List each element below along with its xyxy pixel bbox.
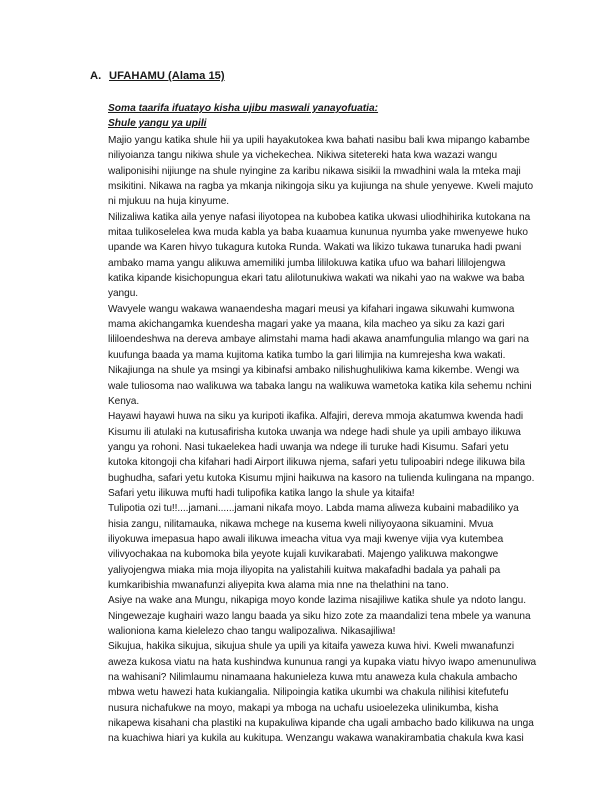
passage-line: Kisumu ili atulaki na kutusafirisha kutoka uwanja wa ndege hadi shule ya upili ambayo ilikuwa (108, 426, 521, 438)
instruction-text: Soma taarifa ifuatayo kisha ujibu maswali yanayofuatia: (108, 103, 379, 114)
section-heading (90, 70, 225, 82)
passage-line: yangu. (108, 288, 139, 300)
passage-line: kumkaribishia mwanafunzi aliyepita kwa alama mia nne na thelathini na tano. (108, 579, 449, 591)
passage-line: kutoka kitongoji cha kifahari hadi Airport ilikuwa njema, safari yetu tulipoabiri ndege ilikuwa bila (108, 457, 525, 469)
passage-line: ni mjukuu na huja kinyume. (108, 196, 230, 208)
passage-line: ambako mama yangu alikuwa amemiliki jumba lililokuwa katika ufuo wa bahari lililojengwa (108, 257, 506, 269)
passage-line: Sikujua, hakika sikujua, sikujua shule ya upili ya kitaifa yaweza kuwa hivi. Kweli mwanafunzi (108, 641, 515, 653)
section-title: UFAHAMU (Alama 15) (109, 70, 225, 82)
passage-line: hisia zangu, nilitamauka, nikawa mchege na kusema kweli niliyoyaona sikuamini. Mvua (108, 518, 494, 530)
passage-line: upande wa Karen hivyo tukagura kutoka Runda. Wakati wa likizo tukawa tunaruka hadi pwani (108, 242, 522, 254)
passage-line: Kenya. (108, 395, 140, 407)
passage-line: mama akichangamka kuendesha magari yake ya maana, kila macheo ya siku za kazi gari (108, 319, 505, 331)
passage-line: kuufunga baada ya mama kujitoma katika tumbo la gari lilimjia na kumrejesha kwa wakati. (108, 349, 506, 361)
passage-line: vilivyochakaa na kubomoka bila yeyote kujali kuvikarabati. Majengo yalikuwa makongwe (108, 549, 499, 561)
passage-line: nikapewa kisahani cha plastiki na kupakuliwa kipande cha ugali ambacho bado kilikuwa na unga (108, 718, 534, 730)
passage-line: Majio yangu katika shule hii ya upili hayakutokea kwa bahati nasibu bali kwa mipango kabambe (108, 135, 530, 146)
passage-line: yaliyojengwa miaka mia moja iliyopita na yalistahili kuitwa makafadhi badala ya pahali pa (108, 564, 501, 576)
passage-line: bughudha, safari yetu kutoka Kisumu mjini haikuwa na kasoro na tulienda kulingana na mpango. (108, 472, 535, 484)
passage-line: Asiye na wake ana Mungu, nikapiga moyo konde lazima nisajiliwe katika shule ya ndoto langu. (108, 595, 526, 607)
passage-line: niliyoianza tangu nikiwa shule ya vichekechea. Nikiwa sitetereki hata kwa wazazi wangu (108, 150, 498, 162)
passage-line: yangu ya rohoni. Nasi tukaelekea hadi uwanja wa ndege ili turuke hadi Kisumu. Safari yetu (108, 441, 509, 453)
passage-line: katika kipande kisichopungua ekari tatu alilotunukiwa wakati wa nikahi yao na wakwe wa baba (108, 273, 525, 285)
section-letter: A. (90, 70, 102, 82)
passage-line: Safari yetu ilikuwa mufti hadi tulipofika katika lango la shule ya kitaifa! (108, 487, 415, 499)
passage-line: mitaa tulikoselelea kwa muda kabla ya baba kuaamua kununua nyumba yake mwenyewe huko (108, 227, 528, 239)
passage-line: Hayawi hayawi huwa na siku ya kuripoti ikafika. Alfajiri, dereva mmoja akatumwa kwenda hadi (108, 411, 524, 423)
passage-line: Nilizaliwa katika aila yenye nafasi iliyotopea na kubobea katika ukwasi uliodhihirika kutokana na (108, 211, 531, 223)
passage-line: iliyokuwa imepasua hapo awali ilikuwa imeacha vitua vya maji kwenye vijia vya kutembea (108, 533, 504, 545)
passage-line: waliponisihi nijiunge na shule nyingine za karibu nikawa sisikii la mwadhini wala la mteka maji (108, 165, 521, 177)
passage-line: na wahisani? Nilimlaumu ninamaana hakunieleza kuwa mtu anaweza kula chakula ambacho (108, 672, 518, 684)
passage-line: msikitini. Nikawa na ragba ya mkanja nikingoja siku ya kujiunga na shule yenyewe. Kweli majuto (108, 181, 534, 193)
passage-line: Nikajiunga na shule ya msingi ya kibinafsi ambako nilishughulikiwa kama kikembe. Wengi wa (108, 365, 520, 377)
passage-line: mbwa wetu hawezi hata kukiangalia. Nilipoingia katika ukumbi wa chakula nilihisi kitefutefu (108, 687, 509, 699)
passage-line: walioniona kama kielelezo chao tangu walipozaliwa. Nikasajiliwa! (108, 626, 396, 637)
passage-line: nusura nichafukwe na moyo, makapi ya mboga na uchafu usioelezeka ulinikumba, kisha (108, 702, 499, 714)
passage-line: na kuachiwa hiari ya kukila au kukitupa. Wenzangu wakawa wanakirambatia chakula kwa kasi (108, 733, 524, 745)
passage-line: Tulipotia ozi tu!!....jamani......jamani nikafa moyo. Labda mama aliweza kubaini mabadiliko ya (108, 503, 519, 515)
passage-body (108, 133, 548, 747)
passage-line: lililoendeshwa na dereva ambaye alimstahi mama hadi akawa anamfungulia mlango wa gari na (108, 334, 529, 346)
passage-line: aweza kukosa viatu na hata kushindwa kununua rangi ya kupaka viatu hivyo iwapo amenunuliwa (108, 656, 537, 668)
passage-line: wale tuliosoma nao walikuwa wa tabaka langu na walikuwa wametoka katika kila sehemu nchini (108, 380, 532, 392)
story-title: Shule yangu ya upili (108, 118, 207, 129)
passage-line: Ningewezaje kughairi wazo langu baada ya siku hizo zote za maandalizi tena mbele ya wanuna (108, 610, 531, 622)
passage-line: Wavyele wangu wakawa wanaendesha magari meusi ya kifahari ingawa sikuwahi kumwona (108, 303, 515, 315)
